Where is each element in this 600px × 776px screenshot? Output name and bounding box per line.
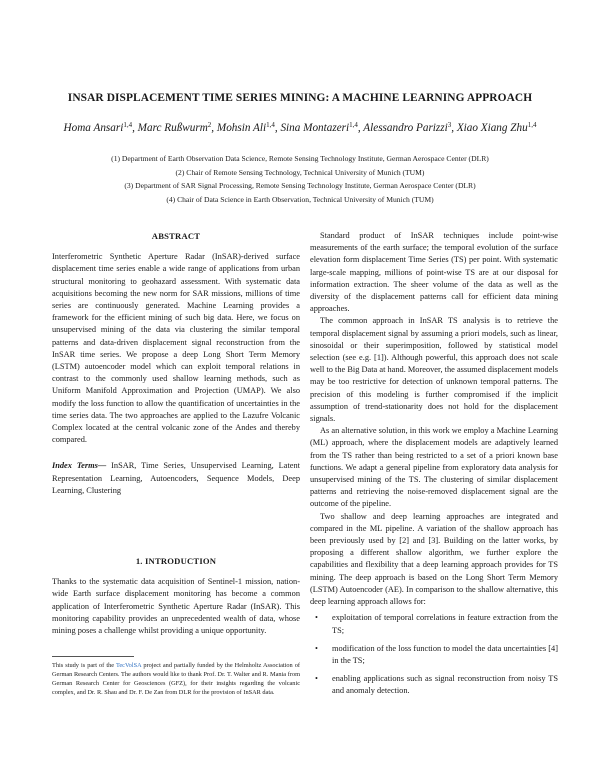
abstract-text: Interferometric Synthetic Aperture Radar (InSAR)-derived surface displacement time series enable a wide range of applications from urban structural monitoring to geohazard assessment. With systematic data acquisitions becoming the new norm for SAR missions, millions of time series are continuously generated. Machine Learning provides a framework for the efficient mining of such big data. Here, we focus on unsupervised mining of the data via clustering the similar temporal patterns and data-driven displacement signal reconstruction from the InSAR time series. We propose a deep Long Short Term Memory (LSTM) autoencoder model which can exploit temporal relations in contrast to the commonly used shallow learning methods, such as Uniform Manifold Approximation and Projection (UMAP). We also modify the loss function to allow the quantification of uncertainties in the time series data. The two approaches are applied to the Lazufre Volcanic Complex located at the central volcanic zone of the Andes and thereby compared.: [52, 252, 300, 445]
author-name: Mohsin Ali: [216, 122, 267, 134]
footnote: [52, 661, 300, 697]
affiliation-list: [20, 152, 580, 206]
body-paragraph: Standard product of InSAR techniques include point-wise measurements of the earth surface; the temporal evolution of the surface elevation form displacement Time Series (TS) per point. With systematic large-scale mapping, millions of point-wise TS are at our disposal for information extraction. The sheer volume of the data as well as the diversity of the displacement patterns call for efficient data mining approaches.: [310, 231, 558, 314]
introduction-heading: 1. INTRODUCTION: [135, 556, 217, 567]
index-terms: [52, 460, 300, 497]
list-item-text: modification of the loss function to model the data uncertainties [4] in the TS;: [332, 643, 558, 665]
affiliation: (2) Chair of Remote Sensing Technology, Technical University of Munich (TUM): [175, 167, 425, 177]
index-terms-label: Index Terms—: [52, 461, 107, 471]
author-name: Xiao Xiang Zhu: [456, 122, 528, 134]
contribution-list: [310, 612, 558, 697]
footnote-rule: [52, 656, 134, 657]
body-paragraph: The common approach in InSAR TS analysis is to retrieve the temporal displacement signal by assuming a priori models, such as linear, sinosoidal or their superimposition, followed by statistical model selection (see e.g. [1]). Although powerful, this approach does not scale well to the Big Data at hand. Moreover, the assumed displacement models may be too restrictive for detection of unknown temporal patterns. The precision of this modeling is further compromised if the implicit assumption of trend-stationarity does not hold for the displacement signals.: [310, 316, 558, 424]
author-affiliation-mark: 1,4: [349, 121, 358, 129]
bullet-icon: •: [315, 643, 318, 653]
list-item: [310, 612, 558, 636]
footnote-text-end: project and partially funded by the Helmholtz Association of German Research Centers. The authors would like to thank Prof. Dr. T. Walter and R. Mania from German Research Center for Geosciences (GFZ), for their insights regarding the volcanic complex, and Dr. R. Shau and Dr. F. De Zan from DLR for the provision of InSAR data.: [52, 662, 300, 697]
list-item-text: exploitation of temporal correlations in feature extraction from the TS;: [332, 613, 558, 635]
author-name: Sina Montazeri: [280, 122, 350, 134]
footnote-text-start: This study is part of the: [52, 662, 116, 669]
list-item-text: enabling applications such as signal reconstruction from noisy TS and anomaly detection.: [332, 674, 558, 696]
author-affiliation-mark: 1,4: [123, 121, 133, 129]
left-column: [52, 230, 300, 637]
affiliation: (3) Department of SAR Signal Processing, Remote Sensing Technology Institute, German Aerospace Center (DLR): [124, 181, 476, 191]
bullet-icon: •: [315, 674, 318, 684]
introduction-text: Thanks to the systematic data acquisition of Sentinel-1 mission, nation-wide Earth surface displacement monitoring has become a common application of Interferometric Synthetic Aperture Radar (InSAR). This monitoring capability provides an unprecedented wealth of data, whose mining poses a challenge whilst providing a unique opportunity.: [52, 577, 300, 636]
affiliation: (4) Chair of Data Science in Earth Observation, Technical University of Munich (TUM): [166, 194, 434, 204]
author-list: Homa Ansari$^{1,4}$, Marc Rußwurm$^2$, Mohsin Ali$^{1,4}$, Sina Montazeri$^{1,4}$, Alessandro Parizzi$^3$, Xiao Xiang Zhu$^{1,4}$: [63, 121, 537, 134]
author-affiliation-mark: 3: [447, 121, 452, 129]
list-item: [310, 673, 558, 697]
body-paragraph: Two shallow and deep learning approaches are integrated and compared in the ML pipeline. A variation of the shallow approach has been previously used by [2] and [3]. Building on the latter works, by proposing a different shallow algorithm, we further explore the capabilities and flexibility that a deep learning approach provides for TS mining. The deep approach is based on the Long Short Term Memory (LSTM) Autoencoder (AE). In comparison to the shallow alternative, this deep learning approach allows for:: [310, 511, 558, 607]
project-link[interactable]: TecVolSA: [115, 662, 142, 669]
affiliation: (1) Department of Earth Observation Data Science, Remote Sensing Technology Institute, German Aerospace Center (DLR): [111, 154, 489, 163]
index-terms-text: InSAR, Time Series, Unsupervised Learning, Latent Representation Learning, Autoencoders, Sequence Models, Deep Learning, Clustering: [52, 461, 300, 495]
author-name: Homa Ansari: [63, 122, 124, 134]
author-name: Marc Rußwurm: [137, 122, 208, 134]
author-affiliation-mark: 2: [207, 121, 212, 129]
author-affiliation-mark: 1,4: [527, 121, 537, 129]
author-name: Alessandro Parizzi: [363, 122, 448, 134]
bullet-icon: •: [315, 613, 318, 623]
body-paragraph: As an alternative solution, in this work we employ a Machine Learning (ML) approach, where the displacement models are adaptively learned from the TS rather than being restricted to a set of a priori known base functions. We adapt a general pipeline from exploratory data analysis for unsupervised mining of the TS. The clustering of similar displacement patterns and retrieving the noise-removed displacement signal are the outcome of the pipeline.: [310, 426, 558, 509]
list-item: [310, 643, 558, 667]
right-column: [310, 230, 558, 704]
paper-title: INSAR DISPLACEMENT TIME SERIES MINING: A MACHINE LEARNING APPROACH: [67, 92, 533, 104]
author-affiliation-mark: 1,4: [266, 121, 275, 129]
abstract-heading: ABSTRACT: [151, 231, 201, 241]
